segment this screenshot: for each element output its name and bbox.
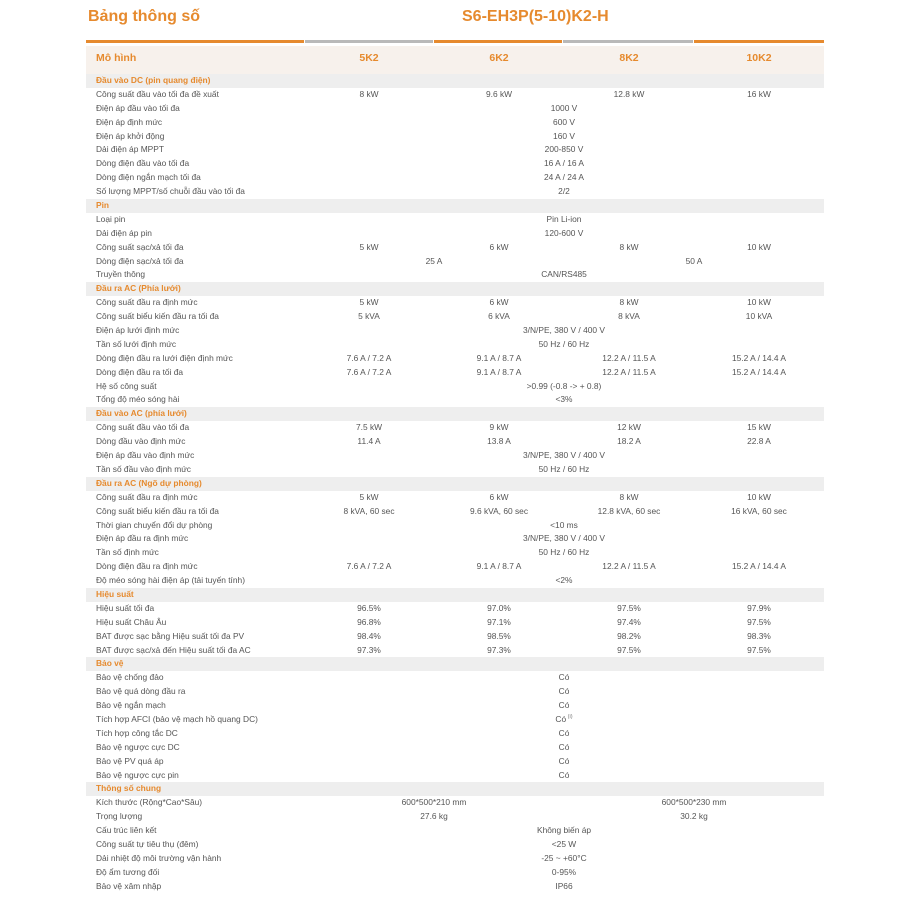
spec-row	[86, 102, 824, 116]
spec-row	[86, 546, 824, 560]
spec-row	[86, 713, 824, 727]
spec-value: 7.6 A / 7.2 A	[346, 366, 392, 377]
spec-value: 6 kVA	[488, 311, 510, 322]
model-5k2: 5K2	[359, 52, 379, 64]
spec-row	[86, 810, 824, 824]
spec-value: 6 kW	[489, 297, 509, 308]
spec-value: 15.2 A / 14.4 A	[731, 352, 787, 363]
spec-row	[86, 435, 824, 449]
spec-value: 97.5%	[747, 644, 771, 655]
spec-value: 24 A / 24 A	[543, 172, 585, 183]
spec-label: Dòng đầu vào định mức	[96, 436, 186, 447]
section-header	[86, 657, 824, 671]
spec-label: Thời gian chuyển đổi dự phòng	[96, 519, 213, 530]
spec-row	[86, 352, 824, 366]
section-header	[86, 407, 824, 421]
spec-label: Bảo vệ ngắn mạch	[96, 700, 166, 711]
spec-label: Truyền thông	[96, 269, 146, 280]
spec-value: 12.8 kVA, 60 sec	[597, 505, 661, 516]
spec-row	[86, 824, 824, 838]
spec-value: 12.2 A / 11.5 A	[602, 561, 656, 572]
spec-label: Điện áp khởi động	[96, 130, 165, 141]
spec-label: Dải nhiệt độ môi trường vận hành	[96, 852, 222, 863]
header-rule-label	[86, 40, 304, 43]
spec-value: -25 ~ +60°C	[541, 852, 587, 863]
spec-value: 50 Hz / 60 Hz	[538, 338, 590, 349]
spec-row	[86, 838, 824, 852]
header-rule-10k2	[694, 40, 824, 43]
spec-value: 8 kW	[619, 491, 639, 502]
spec-value: 16 A / 16 A	[543, 158, 585, 169]
spec-value: 97.1%	[487, 616, 511, 627]
spec-row	[86, 171, 824, 185]
spec-value: 9.6 kVA, 60 sec	[469, 505, 529, 516]
spec-value: <10 ms	[550, 519, 578, 530]
spec-label: Điện áp đầu vào tối đa	[96, 102, 180, 113]
spec-value: 98.5%	[487, 630, 511, 641]
spec-row	[86, 421, 824, 435]
spec-value: 2/2	[558, 186, 570, 197]
spec-row	[86, 366, 824, 380]
spec-label: Bảo vệ PV quá áp	[96, 755, 164, 766]
footnote-marker: (i)	[566, 714, 573, 721]
spec-value: 7.5 kW	[355, 422, 383, 433]
spec-value: 10 kVA	[745, 311, 773, 322]
model-6k2: 6K2	[489, 52, 509, 64]
spec-value: Có $^{(i)}$	[555, 713, 573, 724]
spec-label: Độ ẩm tương đối	[96, 866, 160, 877]
spec-value: 12 kW	[617, 422, 641, 433]
section-title: Đầu ra AC (Phía lưới)	[96, 283, 181, 294]
spec-value: 15.2 A / 14.4 A	[731, 366, 787, 377]
spec-label: Hệ số công suất	[96, 380, 157, 391]
spec-value: Có	[558, 686, 570, 697]
spec-value: 1000 V	[550, 102, 578, 113]
spec-row	[86, 644, 824, 658]
spec-label: Công suất biểu kiến đầu ra tối đa	[96, 311, 219, 322]
section-title: Đầu vào AC (phía lưới)	[96, 408, 187, 419]
spec-label: Bảo vệ quá dòng đầu ra	[96, 686, 186, 697]
spec-value: 5 kW	[359, 297, 379, 308]
spec-label: Tích hợp công tắc DC	[96, 727, 178, 738]
spec-label: Bảo vệ ngược cực pin	[96, 769, 179, 780]
spec-label: Tần số lưới định mức	[96, 338, 177, 349]
spec-value: 22.8 A	[747, 436, 771, 447]
spec-row	[86, 227, 824, 241]
spec-value: 15.2 A / 14.4 A	[731, 561, 787, 572]
spec-row	[86, 755, 824, 769]
spec-row	[86, 769, 824, 783]
spec-value: 96.8%	[357, 616, 381, 627]
spec-value: 30.2 kg	[680, 811, 708, 822]
spec-row	[86, 532, 824, 546]
spec-value: Có	[558, 672, 570, 683]
spec-value: 160 V	[553, 130, 575, 141]
spec-label: Bảo vệ xâm nhập	[96, 880, 162, 891]
spec-label: Tần số định mức	[96, 547, 159, 558]
spec-label: Loại pin	[96, 213, 126, 224]
spec-value: 97.5%	[747, 616, 771, 627]
spec-value: 12.2 A / 11.5 A	[602, 366, 656, 377]
spec-label: Bảo vệ chống đảo	[96, 672, 164, 683]
spec-row	[86, 324, 824, 338]
spec-value: 8 kW	[359, 88, 379, 99]
spec-row	[86, 130, 824, 144]
spec-row	[86, 268, 824, 282]
spec-label: Dòng điện đầu ra định mức	[96, 561, 198, 572]
spec-value: 9.1 A / 8.7 A	[476, 352, 522, 363]
spec-value: 8 kW	[619, 241, 639, 252]
spec-row	[86, 685, 824, 699]
spec-value: 50 Hz / 60 Hz	[538, 463, 590, 474]
spec-row	[86, 338, 824, 352]
spec-row	[86, 519, 824, 533]
spec-value: Có	[558, 769, 570, 780]
section-title: Pin	[96, 200, 110, 211]
spec-label: Số lượng MPPT/số chuỗi đầu vào tối đa	[96, 186, 245, 197]
spec-label: Công suất tự tiêu thụ (đêm)	[96, 838, 199, 849]
spec-label: BAT được sạc/xả đến Hiệu suất tối đa AC	[96, 644, 251, 655]
spec-label: Công suất đầu ra định mức	[96, 297, 198, 308]
spec-row	[86, 310, 824, 324]
spec-value: Pin Li-ion	[546, 213, 582, 224]
spec-label: Hiệu suất tối đa	[96, 602, 155, 613]
spec-label: Công suất sạc/xả tối đa	[96, 241, 184, 252]
spec-value: 9 kW	[489, 422, 509, 433]
spec-row	[86, 560, 824, 574]
spec-value: Không biến áp	[536, 825, 592, 836]
spec-row	[86, 616, 824, 630]
spec-label: Kích thước (Rộng*Cao*Sâu)	[96, 797, 203, 808]
spec-label: Bảo vệ ngược cực DC	[96, 741, 180, 752]
spec-value: 6 kW	[489, 491, 509, 502]
section-header	[86, 282, 824, 296]
spec-value: 8 kVA, 60 sec	[343, 505, 395, 516]
spec-row	[86, 574, 824, 588]
spec-row	[86, 213, 824, 227]
spec-value: 600*500*230 mm	[661, 797, 727, 808]
spec-value: 120-600 V	[544, 227, 584, 238]
spec-label: Cấu trúc liên kết	[96, 825, 157, 836]
spec-value: Có	[558, 727, 570, 738]
page-title: Bảng thông số	[88, 8, 200, 25]
section-header	[86, 199, 824, 213]
spec-row	[86, 852, 824, 866]
spec-value: CAN/RS485	[541, 269, 587, 280]
section-header	[86, 782, 824, 796]
spec-row	[86, 393, 824, 407]
spec-value: 5 kW	[359, 241, 379, 252]
spec-row	[86, 296, 824, 310]
spec-value: 3/N/PE, 380 V / 400 V	[523, 325, 605, 336]
section-title: Hiệu suất	[96, 588, 134, 599]
spec-value: 98.4%	[357, 630, 381, 641]
spec-label: Công suất biểu kiến đầu ra tối đa	[96, 505, 219, 516]
spec-label: Công suất đầu vào tối đa	[96, 422, 190, 433]
model-label: Mô hình	[96, 52, 137, 64]
table-header	[86, 52, 824, 68]
spec-value: 97.5%	[617, 602, 641, 613]
spec-value: 97.0%	[487, 602, 511, 613]
spec-value: 97.3%	[357, 644, 381, 655]
spec-label: Dòng điện đầu ra lưới điện định mức	[96, 352, 233, 363]
spec-row	[86, 449, 824, 463]
spec-value: Có	[558, 755, 570, 766]
spec-value: 6 kW	[489, 241, 509, 252]
spec-table	[86, 74, 824, 894]
spec-row	[86, 866, 824, 880]
spec-value: >0.99 (-0.8 -> + 0.8)	[526, 380, 602, 391]
spec-label: Công suất đầu vào tối đa đề xuất	[96, 88, 219, 99]
spec-value: 600*500*210 mm	[401, 797, 467, 808]
spec-value: 15 kW	[747, 422, 771, 433]
section-title: Bảo vệ	[96, 658, 124, 669]
spec-label: Điện áp đầu ra định mức	[96, 533, 189, 544]
spec-value: 3/N/PE, 380 V / 400 V	[523, 533, 605, 544]
spec-value: 9.6 kW	[485, 88, 513, 99]
spec-label: Công suất đầu ra định mức	[96, 491, 198, 502]
spec-row	[86, 880, 824, 894]
spec-value: 0-95%	[551, 866, 577, 877]
spec-value: 50 Hz / 60 Hz	[538, 547, 590, 558]
spec-value: 7.6 A / 7.2 A	[346, 561, 392, 572]
spec-value: 5 kW	[359, 491, 379, 502]
spec-value: 96.5%	[357, 602, 381, 613]
spec-value: Có	[558, 700, 570, 711]
spec-value: <25 W	[551, 838, 577, 849]
spec-value: 13.8 A	[487, 436, 511, 447]
spec-value: 50 A	[685, 255, 703, 266]
spec-value: 97.3%	[487, 644, 511, 655]
spec-row	[86, 671, 824, 685]
spec-label: Dòng điện ngắn mạch tối đa	[96, 172, 201, 183]
spec-label: Điện áp đầu vào định mức	[96, 450, 195, 461]
spec-row	[86, 727, 824, 741]
spec-value: IP66	[555, 880, 573, 891]
spec-row	[86, 88, 824, 102]
section-header	[86, 588, 824, 602]
spec-value: 600 V	[553, 116, 575, 127]
spec-row	[86, 185, 824, 199]
spec-value: 97.4%	[617, 616, 641, 627]
spec-value: 10 kW	[747, 491, 771, 502]
spec-row	[86, 630, 824, 644]
spec-label: Dòng điện đầu ra tối đa	[96, 366, 184, 377]
spec-value: 97.5%	[617, 644, 641, 655]
spec-value: 12.2 A / 11.5 A	[602, 352, 656, 363]
spec-value: 98.3%	[747, 630, 771, 641]
spec-row	[86, 796, 824, 810]
spec-value: 3/N/PE, 380 V / 400 V	[523, 450, 605, 461]
spec-label: Tổng độ méo sóng hài	[96, 394, 180, 405]
section-title: Thông số chung	[96, 783, 162, 794]
spec-label: BAT được sạc bằng Hiệu suất tối đa PV	[96, 630, 245, 641]
spec-value: 7.6 A / 7.2 A	[346, 352, 392, 363]
spec-value: 10 kW	[747, 297, 771, 308]
model-10k2: 10K2	[746, 52, 772, 64]
spec-row	[86, 505, 824, 519]
spec-row	[86, 741, 824, 755]
spec-row	[86, 699, 824, 713]
section-title: Đầu ra AC (Ngõ dự phòng)	[96, 477, 202, 488]
spec-row	[86, 116, 824, 130]
spec-value: 98.2%	[617, 630, 641, 641]
spec-value: <3%	[555, 394, 573, 405]
spec-row	[86, 143, 824, 157]
spec-label: Dải điện áp pin	[96, 227, 152, 238]
model-8k2: 8K2	[619, 52, 639, 64]
spec-value: 97.9%	[747, 602, 771, 613]
spec-label: Hiệu suất Châu Âu	[96, 616, 167, 627]
spec-value: 16 kW	[747, 88, 771, 99]
spec-label: Điện áp lưới định mức	[96, 325, 180, 336]
spec-label: Độ méo sóng hài điện áp (tải tuyến tính)	[96, 575, 245, 586]
spec-row	[86, 380, 824, 394]
product-model-title: S6-EH3P(5-10)K2-H	[462, 8, 609, 25]
spec-value: 200-850 V	[544, 144, 584, 155]
spec-label: Dòng điện sạc/xả tối đa	[96, 255, 184, 266]
spec-value: <2%	[555, 575, 573, 586]
spec-label: Điện áp định mức	[96, 116, 163, 127]
spec-row	[86, 157, 824, 171]
spec-value: 18.2 A	[617, 436, 641, 447]
spec-value: 12.8 kW	[613, 88, 645, 99]
spec-row	[86, 255, 824, 269]
spec-label: Tích hợp AFCI (bảo vệ mạch hồ quang DC)	[96, 713, 258, 724]
spec-value: 16 kVA, 60 sec	[731, 505, 787, 516]
spec-label: Dòng điện đầu vào tối đa	[96, 158, 190, 169]
spec-label: Trọng lượng	[96, 811, 143, 822]
header-rule-8k2	[563, 40, 693, 43]
spec-value: 5 kVA	[358, 311, 380, 322]
section-title: Đầu vào DC (pin quang điện)	[96, 75, 211, 85]
spec-value: 8 kW	[619, 297, 639, 308]
header-rule-6k2	[434, 40, 562, 43]
spec-label: Tần số đầu vào định mức	[96, 463, 191, 474]
section-header	[86, 74, 824, 88]
spec-label: Dải điện áp MPPT	[96, 144, 164, 155]
spec-row	[86, 241, 824, 255]
spec-value: 11.4 A	[357, 436, 381, 447]
spec-value: 8 kVA	[618, 311, 640, 322]
spec-row	[86, 463, 824, 477]
section-header	[86, 477, 824, 491]
spec-value: 9.1 A / 8.7 A	[476, 366, 522, 377]
spec-value: 10 kW	[747, 241, 771, 252]
spec-value: Có	[558, 741, 570, 752]
spec-value: 27.6 kg	[420, 811, 448, 822]
spec-value: 9.1 A / 8.7 A	[476, 561, 522, 572]
header-rule-5k2	[305, 40, 433, 43]
spec-value: 25 A	[425, 255, 443, 266]
spec-row	[86, 491, 824, 505]
spec-row	[86, 602, 824, 616]
